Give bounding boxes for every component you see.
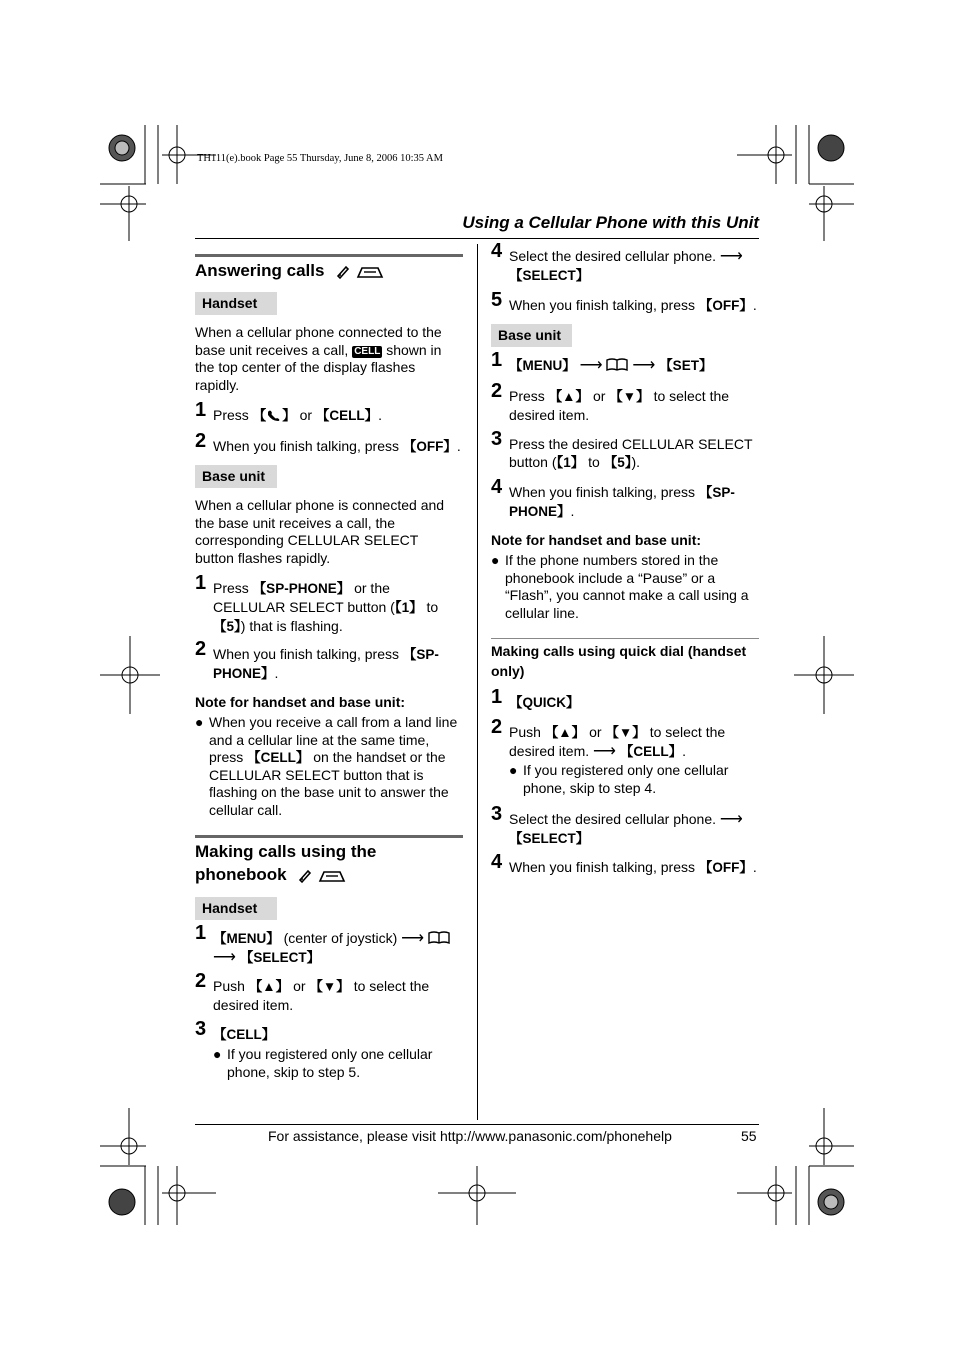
pb-base-unit-label: Base unit <box>491 324 572 347</box>
step-text-to: to <box>426 599 439 615</box>
step-text-or: or <box>589 724 602 740</box>
right-arrow-icon: ⟶ <box>401 930 425 947</box>
step-text: Press <box>509 388 545 404</box>
key-5: 【5】 <box>213 619 241 634</box>
off-key: 【OFF】 <box>698 860 753 875</box>
menu-key: 【MENU】 <box>213 931 280 946</box>
right-arrow-icon: ⟶ <box>579 357 603 374</box>
sp-phone-key: 【SP-PHONE】 <box>509 485 735 519</box>
talk-key-icon <box>266 409 282 421</box>
step-number: 5 <box>491 289 503 311</box>
step-number: 3 <box>195 1018 207 1040</box>
select-key: 【SELECT】 <box>509 268 590 283</box>
base-unit-icon <box>318 868 346 884</box>
running-header: Using a Cellular Phone with this Unit <box>462 213 759 232</box>
step-text: Push <box>509 724 541 740</box>
header-rule <box>195 238 759 239</box>
handset-label: Handset <box>195 292 277 315</box>
step-number: 2 <box>195 970 207 992</box>
phonebook-icon <box>606 358 628 371</box>
down-key: 【▼】 <box>609 389 650 404</box>
step-text: Press <box>213 580 249 596</box>
right-arrow-icon: ⟶ <box>593 743 616 760</box>
cell-key: 【CELL】 <box>247 750 310 766</box>
step-number: 2 <box>491 380 503 402</box>
step-text: Press <box>213 407 249 423</box>
answering-title: Answering calls <box>195 261 325 280</box>
handset-icon <box>335 264 351 280</box>
base-unit-icon <box>356 264 384 280</box>
bullet-text: If you registered only one cellular phone, skip to step 5. <box>227 1046 433 1080</box>
cell-indicator-icon: CELL <box>354 345 381 357</box>
column-divider <box>477 244 478 1120</box>
up-key: 【▲】 <box>248 979 290 994</box>
base-unit-label: Base unit <box>195 465 277 488</box>
step-number: 2 <box>195 638 207 660</box>
step-number: 2 <box>491 716 503 738</box>
pb-handset-label: Handset <box>195 897 277 920</box>
handset-intro-text-2: shown in the top center of the display flashes rapidly. <box>195 341 442 393</box>
step-number: 1 <box>195 922 207 944</box>
handset-intro-text: When a cellular phone connected to the base unit receives a call, <box>195 324 442 358</box>
section-rule <box>195 835 463 838</box>
step-number: 1 <box>195 399 207 421</box>
step-text: When you finish talking, press <box>213 646 399 662</box>
step-text-or: or <box>299 407 313 423</box>
note-text-2: on the handset or the CELLULAR SELECT button that is flashing on the base unit to answer the cellular call. <box>209 749 449 818</box>
key-1: 【1】 <box>556 455 585 470</box>
step-number: 4 <box>491 851 503 873</box>
step-number: 1 <box>195 572 207 594</box>
set-key: 【SET】 <box>659 358 713 373</box>
down-key: 【▼】 <box>309 979 350 994</box>
bullet-dot: ● <box>509 762 518 778</box>
right-arrow-icon: ⟶ <box>719 248 743 265</box>
phonebook-title-line2: phonebook <box>195 865 287 884</box>
bullet-dot: ● <box>195 714 204 730</box>
cell-key: 【CELL】 <box>315 408 379 423</box>
note-title: Note for handset and base unit: <box>491 532 702 548</box>
assistance-text: For assistance, please visit http://www.panasonic.com/phonehelp <box>268 1128 672 1144</box>
step-text-to: to <box>588 454 600 470</box>
step-text: When you finish talking, press <box>213 438 399 454</box>
step-number: 4 <box>491 476 503 498</box>
cell-key: 【CELL】 <box>619 744 683 759</box>
bullet-text: If you registered only one cellular phone, skip to step 4. <box>523 762 729 796</box>
section-title-phonebook <box>195 840 463 886</box>
sp-phone-key: 【SP-PHONE】 <box>213 647 439 681</box>
select-key: 【SELECT】 <box>239 950 321 965</box>
note-text: If the phone numbers stored in the phonebook include a “Pause” or a “Flash”, you cannot make a call using a cellular line. <box>505 552 749 621</box>
page-number: 55 <box>741 1128 757 1144</box>
step-number: 3 <box>491 803 503 825</box>
step-number: 3 <box>491 428 503 450</box>
print-info: TH111(e).book Page 55 Thursday, June 8, 2006 10:35 AM <box>197 153 443 164</box>
bracket-open: 【 <box>252 408 267 423</box>
right-arrow-icon: ⟶ <box>719 811 743 828</box>
down-key: 【▼】 <box>605 725 646 740</box>
phonebook-title-line1: Making calls using the <box>195 842 377 861</box>
quick-key: 【QUICK】 <box>509 695 580 710</box>
bullet-dot: ● <box>491 552 500 568</box>
step-number: 2 <box>195 430 207 452</box>
bracket-close: 】 <box>282 408 296 423</box>
step-text: Press the desired CELLULAR SELECT button ( <box>509 436 753 470</box>
sp-phone-key: 【SP-PHONE】 <box>252 581 351 596</box>
phonebook-icon <box>428 931 450 944</box>
quick-dial-title: Making calls using quick dial (handset only) <box>491 643 747 679</box>
step-text-end: ) that is flashing. <box>240 618 343 634</box>
step-text-post: to select the desired item. <box>509 724 726 759</box>
right-arrow-icon: ⟶ <box>632 357 656 374</box>
section-title-answering <box>195 259 384 282</box>
up-key: 【▲】 <box>544 725 586 740</box>
step-text: When you finish talking, press <box>509 297 695 313</box>
step-text-or: or <box>293 978 306 994</box>
step-number: 1 <box>491 686 503 708</box>
base-intro: When a cellular phone is connected and the base unit receives a call, the corresponding CELLULAR SELECT button flashes rapidly. <box>195 497 445 566</box>
section-rule <box>195 254 463 257</box>
handset-icon <box>297 868 313 884</box>
step-text: When you finish talking, press <box>509 484 695 500</box>
step-text-end: ). <box>631 454 641 470</box>
up-key: 【▲】 <box>548 389 590 404</box>
step-text: (center of joystick) <box>283 930 398 946</box>
quick-dial-rule <box>491 638 759 639</box>
off-key: 【OFF】 <box>402 439 457 454</box>
note-text: When you receive a call from a land line and a cellular line at the same time, press <box>209 714 458 766</box>
step-text: Push <box>213 978 245 994</box>
right-arrow-icon: ⟶ <box>213 949 236 966</box>
select-key: 【SELECT】 <box>509 831 590 846</box>
step-text-or: or <box>592 388 606 404</box>
step-text: Select the desired cellular phone. <box>509 811 717 827</box>
key-5: 【5】 <box>603 455 632 470</box>
note-title: Note for handset and base unit: <box>195 694 406 710</box>
menu-key: 【MENU】 <box>509 358 576 373</box>
step-text: Select the desired cellular phone. <box>509 248 717 264</box>
footer-rule <box>195 1124 759 1125</box>
bullet-dot: ● <box>213 1046 222 1062</box>
step-number: 4 <box>491 240 503 262</box>
step-text-post: to select the desired item. <box>213 978 430 1013</box>
off-key: 【OFF】 <box>698 298 753 313</box>
step-number: 1 <box>491 349 503 371</box>
step-text: When you finish talking, press <box>509 859 695 875</box>
step-text-mid: or the CELLULAR SELECT button ( <box>213 580 395 615</box>
step-text-post: to select the desired item. <box>509 388 730 423</box>
key-1: 【1】 <box>394 600 423 615</box>
handset-intro <box>195 324 457 394</box>
cell-key: 【CELL】 <box>213 1027 276 1042</box>
